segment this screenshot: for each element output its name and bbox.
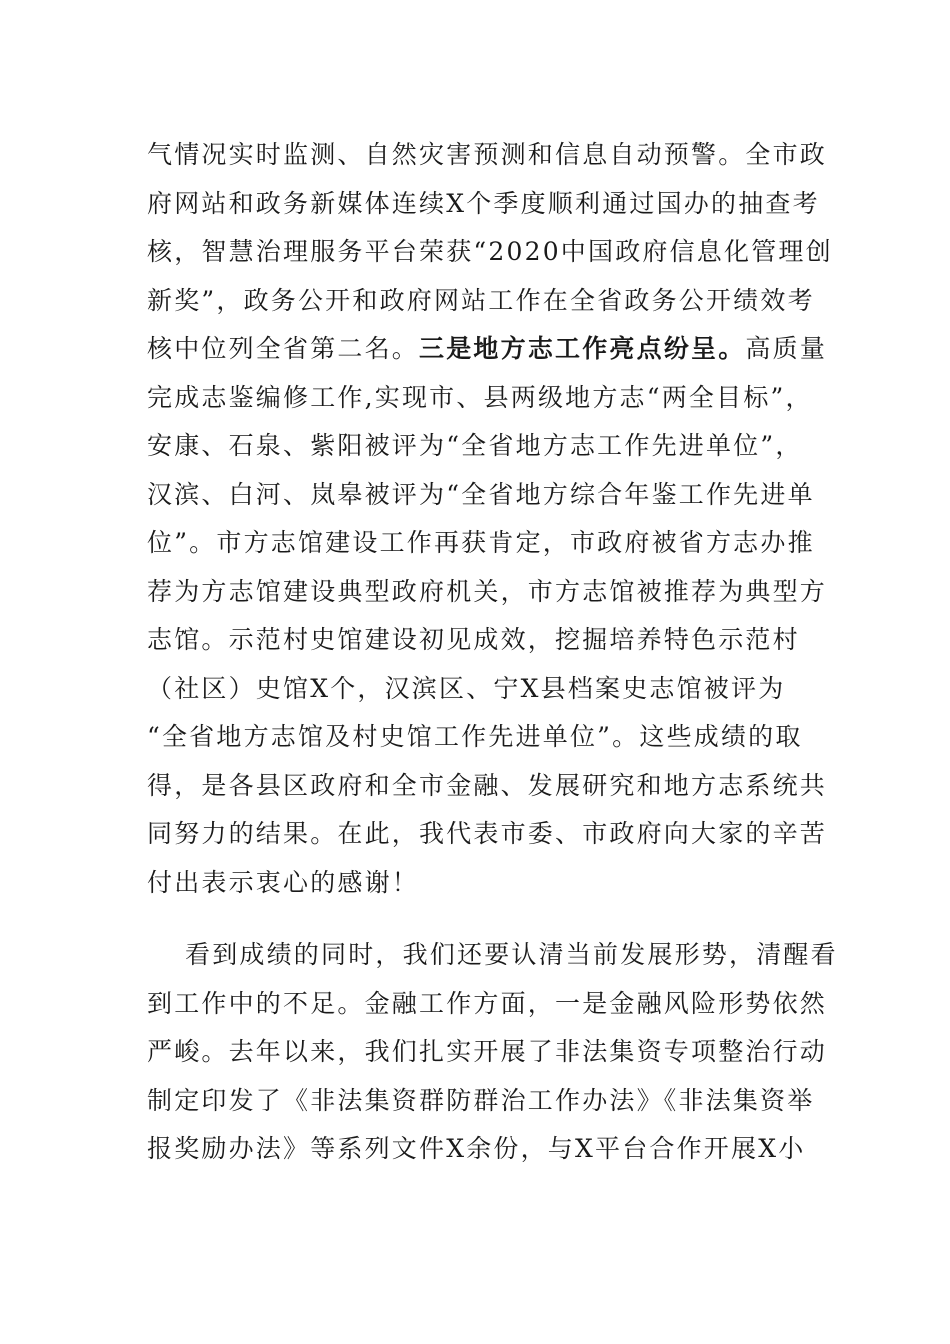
text-segment: 核中位列全省第二名。 xyxy=(147,334,420,363)
text-line: 付出表示衷心的感谢！ xyxy=(147,867,420,897)
text-line: 完成志鉴编修工作,实现市、县两级地方志“两全目标”， xyxy=(147,382,813,412)
text-line: 府网站和政务新媒体连续X个季度顺利通过国办的抽查考 xyxy=(147,188,820,218)
text-line: 报奖励办法》等系列文件X余份，与X平台合作开展X小 xyxy=(147,1134,806,1163)
text-line: （社区）史馆X个，汉滨区、宁X县档案史志馆被评为 xyxy=(147,673,786,703)
text-line: 核，智慧治理服务平台荣获“2020中国政府信息化管理创 xyxy=(147,237,833,266)
text-line: 新奖”，政务公开和政府网站工作在全省政务公开绩效考 xyxy=(147,285,815,315)
text-line: 荐为方志馆建设典型政府机关，市方志馆被推荐为典型方 xyxy=(147,576,828,606)
text-segment: 高质量 xyxy=(745,334,828,363)
text-line: 到工作中的不足。金融工作方面，一是金融风险形势依然 xyxy=(147,988,828,1018)
text-line: 同努力的结果。在此，我代表市委、市政府向大家的辛苦 xyxy=(147,819,828,848)
text-line: 汉滨、白河、岚皋被评为“全省地方综合年鉴工作先进单 xyxy=(147,479,815,509)
inline-bold-heading: 三是地方志工作亮点纷呈。 xyxy=(419,334,746,363)
text-line-with-heading xyxy=(147,325,828,374)
paragraph-achievements xyxy=(147,131,833,907)
text-line: 看到成绩的同时，我们还要认清当前发展形势，清醒看 xyxy=(185,940,838,969)
text-line: 制定印发了《非法集资群防群治工作办法》《非法集资举 xyxy=(147,1085,815,1115)
paragraph-shortcomings xyxy=(147,931,838,1174)
text-line: 位”。市方志馆建设工作再获肯定，市政府被省方志办推 xyxy=(147,528,815,557)
text-line: 安康、石泉、紫阳被评为“全省地方志工作先进单位”， xyxy=(147,431,803,460)
text-line: 气情况实时监测、自然灾害预测和信息自动预警。全市政 xyxy=(147,140,828,169)
text-line: 严峻。去年以来，我们扎实开展了非法集资专项整治行动 xyxy=(147,1037,828,1066)
text-line: 志馆。示范村史馆建设初见成效，挖掘培养特色示范村 xyxy=(147,625,800,654)
text-line: “全省地方志馆及村史馆工作先进单位”。这些成绩的取 xyxy=(147,722,803,751)
text-line: 得，是各县区政府和全市金融、发展研究和地方志系统共 xyxy=(147,770,828,800)
